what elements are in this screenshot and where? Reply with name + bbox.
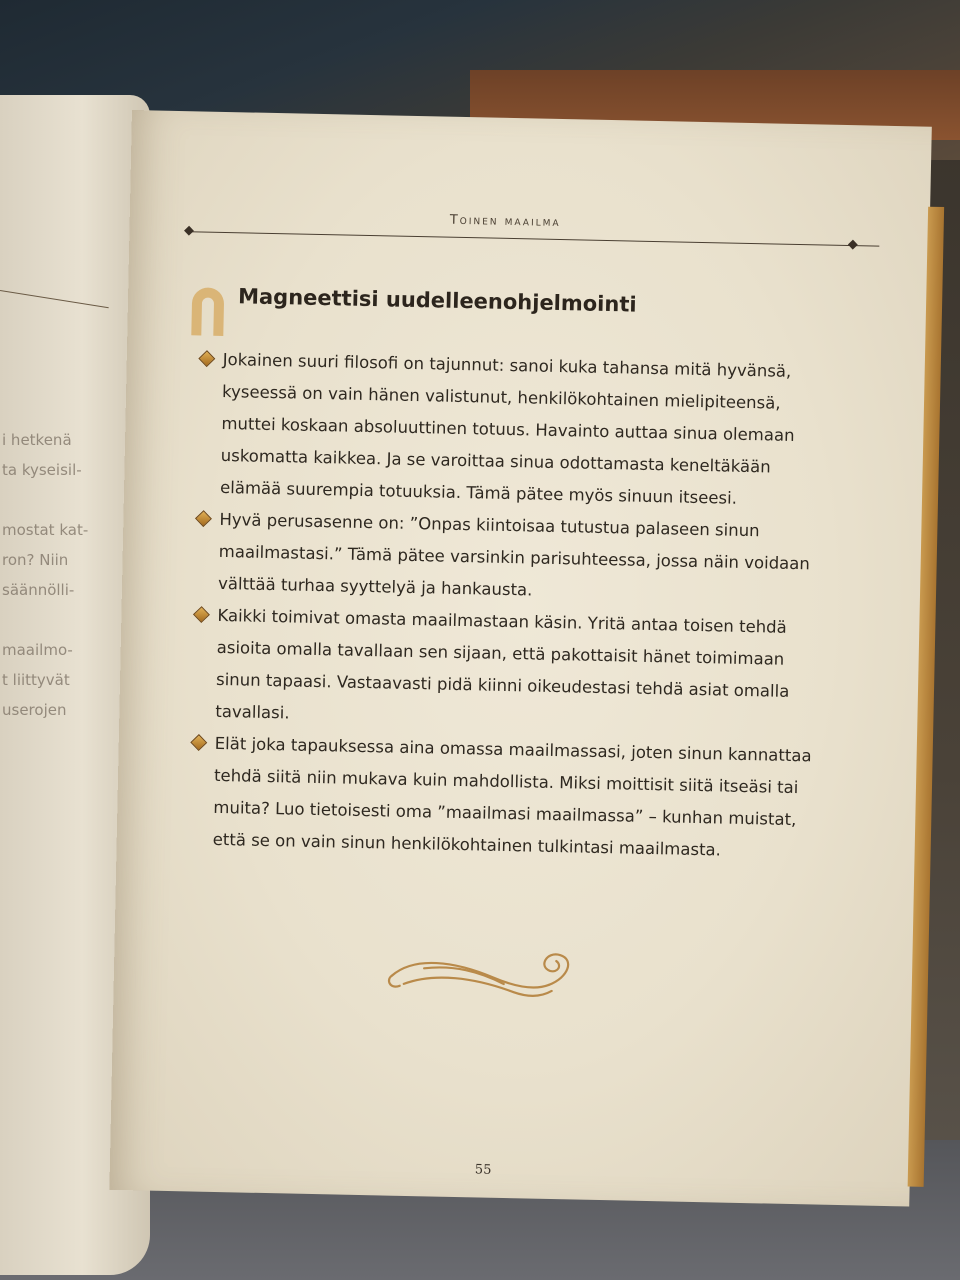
diamond-bullet-icon [195, 510, 212, 527]
left-fragment: t liittyvät [2, 671, 70, 689]
list-item-text: Elät joka tapauksessa aina omassa maailmassasi, joten sinun kannattaa tehdä siitä niin mukava kuin mahdollista. Miksi moittisit siitä itseäsi tai muita? Luo tietoisesti oma ”maailmasi maailmassa” – kunhan muistat, että se on vain sinun henkilökohtainen tulkintasi maailmasta. [212, 733, 812, 860]
diamond-bullet-icon [190, 734, 207, 751]
body-text [188, 343, 829, 868]
left-page-rule [0, 290, 109, 308]
running-head: Toinen maailma [449, 212, 561, 230]
horseshoe-magnet-icon [185, 279, 230, 338]
left-fragment: ron? Niin [2, 551, 69, 569]
left-fragment [2, 485, 142, 515]
list-item-text: Hyvä perusasenne on: ”Onpas kiintoisaa tutustua palaseen sinun maailmastasi.” Tämä pätee varsinkin parisuhteessa, jossa näin voidaan välttää turhaa syyttelyä ja hankausta. [217, 509, 811, 600]
header-rule [189, 231, 879, 246]
header-rule-ornament-right [848, 240, 858, 250]
left-fragment: maailmo- [2, 641, 73, 659]
list-item [191, 599, 824, 740]
header-rule-ornament-left [184, 226, 194, 236]
list-item [196, 343, 829, 516]
left-fragment: ta kyseisil- [2, 461, 82, 479]
list-item [188, 727, 821, 868]
page-edge-gilt [908, 207, 945, 1187]
section-heading: Magneettisi uudelleenohjelmointi [237, 284, 637, 317]
list-item-text: Jokainen suuri filosofi on tajunnut: sanoi kuka tahansa mitä hyvänsä, kyseessä on vain hänen valistunut, henkilökohtainen mielipiteensä, muttei koskaan absoluuttinen totuus. Havainto auttaa sinua olemaan uskomatta kaikkea. Ja se varoittaa sinua odottamasta keneltäkään elämää suurempia totuuksia. Tämä pätee myös sinuun itseesi. [219, 349, 795, 508]
diamond-bullet-icon [193, 606, 210, 623]
swirl-flourish-icon [383, 945, 584, 1009]
left-fragment: i hetkenä [2, 431, 72, 449]
left-fragment: userojen [2, 701, 67, 719]
diamond-bullet-icon [198, 350, 215, 367]
list-item [194, 503, 826, 612]
left-fragment: säännölli- [2, 581, 75, 599]
list-item-text: Kaikki toimivat omasta maailmastaan käsin. Yritä antaa toisen tehdä asioita omalla tavallaan sen sijaan, että pakottaisit hänet toimimaan sinun tapaasi. Vastaavasti pidä kiinni oikeudestasi tehdä asiat omalla tavallasi. [215, 605, 790, 723]
left-fragment: mostat kat- [2, 521, 89, 539]
right-page [109, 110, 931, 1207]
page-number: 55 [474, 1162, 492, 1178]
